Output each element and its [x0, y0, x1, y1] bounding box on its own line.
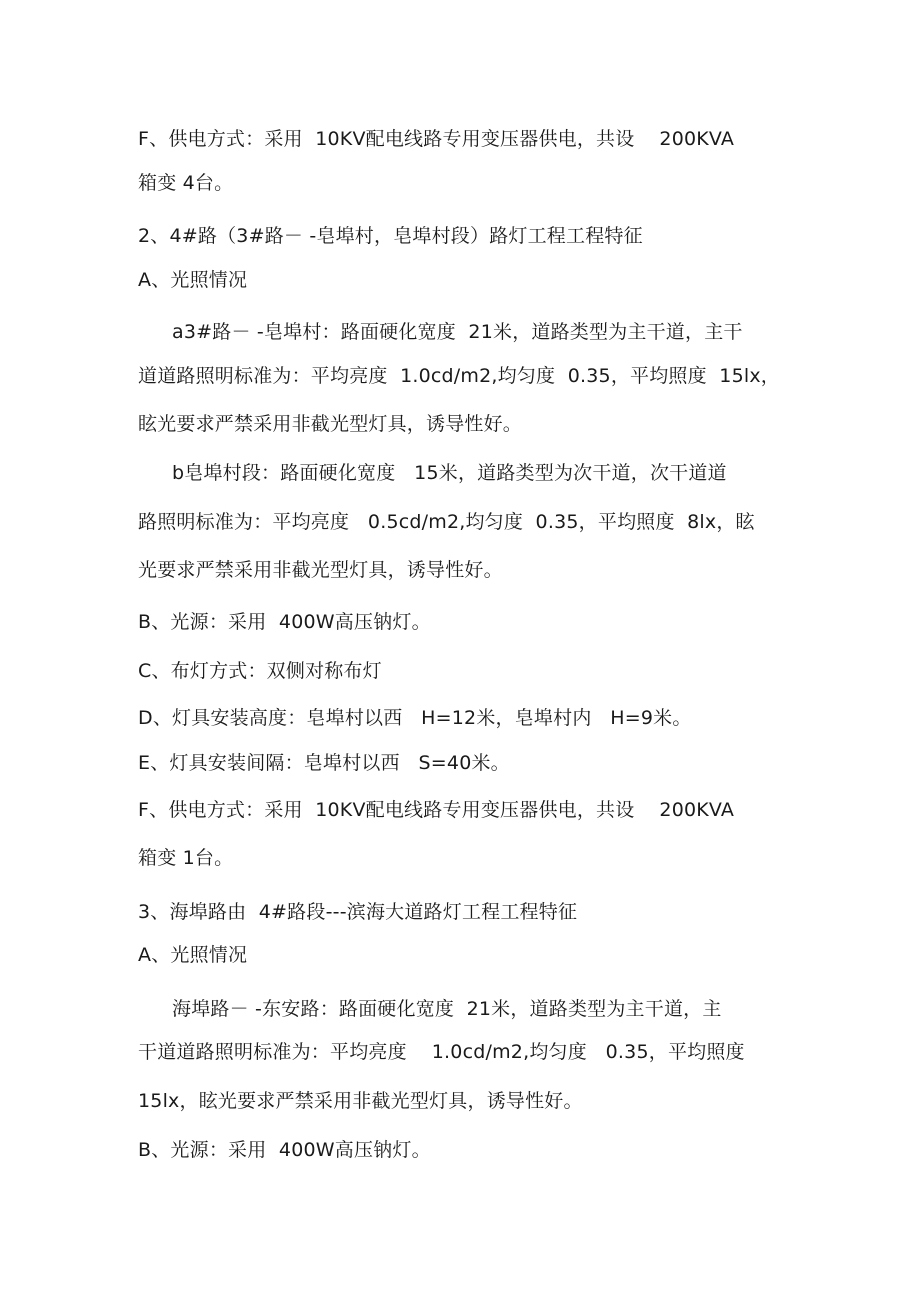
text-line: 光要求严禁采用非截光型灯具，诱导性好。 [138, 559, 503, 581]
text-line: 路照明标准为：平均亮度 0.5cd/m2,均匀度 0.35，平均照度 8lx，眩 [138, 511, 755, 533]
text-line: F、供电方式：采用 10KV配电线路专用变压器供电，共设 200KVA [138, 128, 735, 150]
text-line: b皂埠村段：路面硬化宽度 15米，道路类型为次干道，次干道道 [172, 462, 727, 484]
text-line: F、供电方式：采用 10KV配电线路专用变压器供电，共设 200KVA [138, 799, 735, 821]
text-line: 15lx，眩光要求严禁采用非截光型灯具，诱导性好。 [138, 1090, 583, 1112]
text-line: a3#路－ -皂埠村：路面硬化宽度 21米，道路类型为主干道，主干 [172, 321, 743, 343]
subsection-heading: A、光照情况 [138, 944, 248, 966]
text-line: 干道道路照明标准为：平均亮度 1.0cd/m2,均匀度 0.35，平均照度 [138, 1041, 745, 1063]
text-line: 道道路照明标准为：平均亮度 1.0cd/m2,均匀度 0.35，平均照度 15lx， [138, 365, 781, 387]
text-line: B、光源：采用 400W高压钠灯。 [138, 1139, 431, 1161]
text-line: 海埠路－ -东安路：路面硬化宽度 21米，道路类型为主干道，主 [172, 998, 722, 1020]
text-line: 箱变 4台。 [138, 172, 234, 194]
text-line: 眩光要求严禁采用非截光型灯具，诱导性好。 [138, 413, 523, 435]
subsection-heading: A、光照情况 [138, 269, 248, 291]
text-line: 箱变 1台。 [138, 847, 234, 869]
section-heading: 2、4#路（3#路－ -皂埠村，皂埠村段）路灯工程工程特征 [138, 225, 643, 247]
section-heading: 3、海埠路由 4#路段---滨海大道路灯工程工程特征 [138, 901, 578, 923]
text-line: B、光源：采用 400W高压钠灯。 [138, 611, 431, 633]
text-line: E、灯具安装间隔：皂埠村以西 S=40米。 [138, 752, 510, 774]
text-line: D、灯具安装高度：皂埠村以西 H=12米，皂埠村内 H=9米。 [138, 707, 692, 729]
text-line: C、布灯方式：双侧对称布灯 [138, 660, 382, 682]
